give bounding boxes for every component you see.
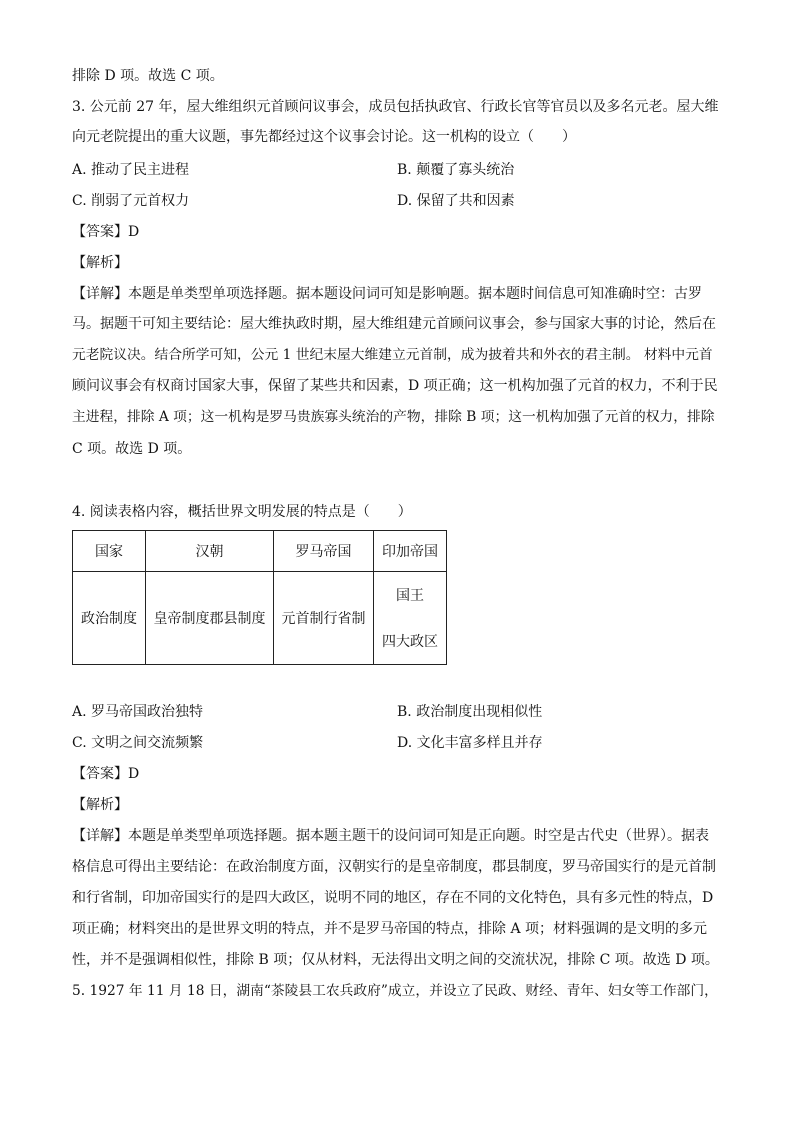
q3-detail-line-1: 【详解】本题是单类型单项选择题。据本题设问词可知是影响题。据本题时间信息可知准确时空：古罗 <box>72 286 702 302</box>
q3-detail-line-2: 马。据题干可知主要结论：屋大维执政时期，屋大维组建元首顾问议事会，参与国家大事的讨论，然后在 <box>72 316 716 332</box>
q3-detail-line-5: 主进程，排除 A 项；这一机构是罗马贵族寡头统治的产物，排除 B 项；这一机构加强了元首的权力，排除 <box>72 409 715 425</box>
inca-item-king: 国王 <box>396 588 424 604</box>
q4-detail-line-1: 【详解】本题是单类型单项选择题。据本题主题干的设问词可知是正向题。时空是古代史（世界）。据表 <box>72 828 709 844</box>
table-cell-inca <box>374 572 447 665</box>
q5-stem: 5. 1927 年 11 月 18 日，湖南“茶陵县工农兵政府”成立，并设立了民政、财经、青年、妇女等工作部门， <box>72 983 718 999</box>
q4-option-a[interactable]: A. 罗马帝国政治独特 <box>72 704 204 720</box>
q3-analysis-label: 【解析】 <box>72 255 128 271</box>
civilization-table <box>72 530 447 665</box>
table-cell-han: 皇帝制度郡县制度 <box>146 572 274 665</box>
inca-item-regions: 四大政区 <box>382 634 438 650</box>
q4-analysis-label: 【解析】 <box>72 797 128 813</box>
table-header-cell: 汉朝 <box>146 531 274 572</box>
q4-option-b[interactable]: B. 政治制度出现相似性 <box>397 704 543 720</box>
table-cell-row-label: 政治制度 <box>73 572 146 665</box>
q3-detail-line-3: 元老院议决。结合所学可知，公元 1 世纪末屋大维建立元首制，成为披着共和外衣的君主制。 材料中元首 <box>72 347 713 363</box>
q4-detail-line-2: 格信息可得出主要结论：在政治制度方面，汉朝实行的是皇帝制度，郡县制度，罗马帝国实行的是元首制 <box>72 859 716 875</box>
q4-option-d[interactable]: D. 文化丰富多样且并存 <box>397 735 543 751</box>
q3-option-a[interactable]: A. 推动了民主进程 <box>72 162 190 178</box>
q3-answer: 【答案】D <box>72 224 140 240</box>
prev-answer-end: 排除 D 项。故选 C 项。 <box>72 68 224 84</box>
q4-detail-line-3: 和行省制，印加帝国实行的是四大政区，说明不同的地区，存在不同的文化特色，具有多元性的特点，D <box>72 890 714 906</box>
q4-detail-line-5: 性，并不是强调相似性，排除 B 项；仅从材料，无法得出文明之间的交流状况，排除 C 项。故选 D 项。 <box>72 952 719 968</box>
table-header-cell: 罗马帝国 <box>274 531 374 572</box>
q4-detail-line-4: 项正确；材料突出的是世界文明的特点，并不是罗马帝国的特点，排除 A 项；材料强调的是文明的多元 <box>72 921 708 937</box>
q4-option-c[interactable]: C. 文明之间交流频繁 <box>72 735 204 751</box>
table-row <box>73 572 447 665</box>
q3-option-b[interactable]: B. 颠覆了寡头统治 <box>397 162 515 178</box>
table-header-cell: 印加帝国 <box>374 531 447 572</box>
q3-detail-line-4: 顾问议事会有权商讨国家大事，保留了某些共和因素，D 项正确；这一机构加强了元首的权力，不利于民 <box>72 378 718 394</box>
q3-option-d[interactable]: D. 保留了共和因素 <box>397 193 515 209</box>
table-cell-rome: 元首制行省制 <box>274 572 374 665</box>
q4-answer: 【答案】D <box>72 766 140 782</box>
q3-option-c[interactable]: C. 削弱了元首权力 <box>72 193 190 209</box>
q4-stem: 4. 阅读表格内容，概括世界文明发展的特点是（ ） <box>72 504 412 520</box>
q3-detail-line-6: C 项。故选 D 项。 <box>72 441 192 457</box>
table-header-cell: 国家 <box>73 531 146 572</box>
q3-stem-line-1: 3. 公元前 27 年，屋大维组织元首顾问议事会，成员包括执政官、行政长官等官员以及多名元老。屋大维 <box>72 99 719 115</box>
table-header-row <box>73 531 447 572</box>
q3-stem-line-2: 向元老院提出的重大议题，事先都经过这个议事会讨论。这一机构的设立（ ） <box>72 129 576 145</box>
